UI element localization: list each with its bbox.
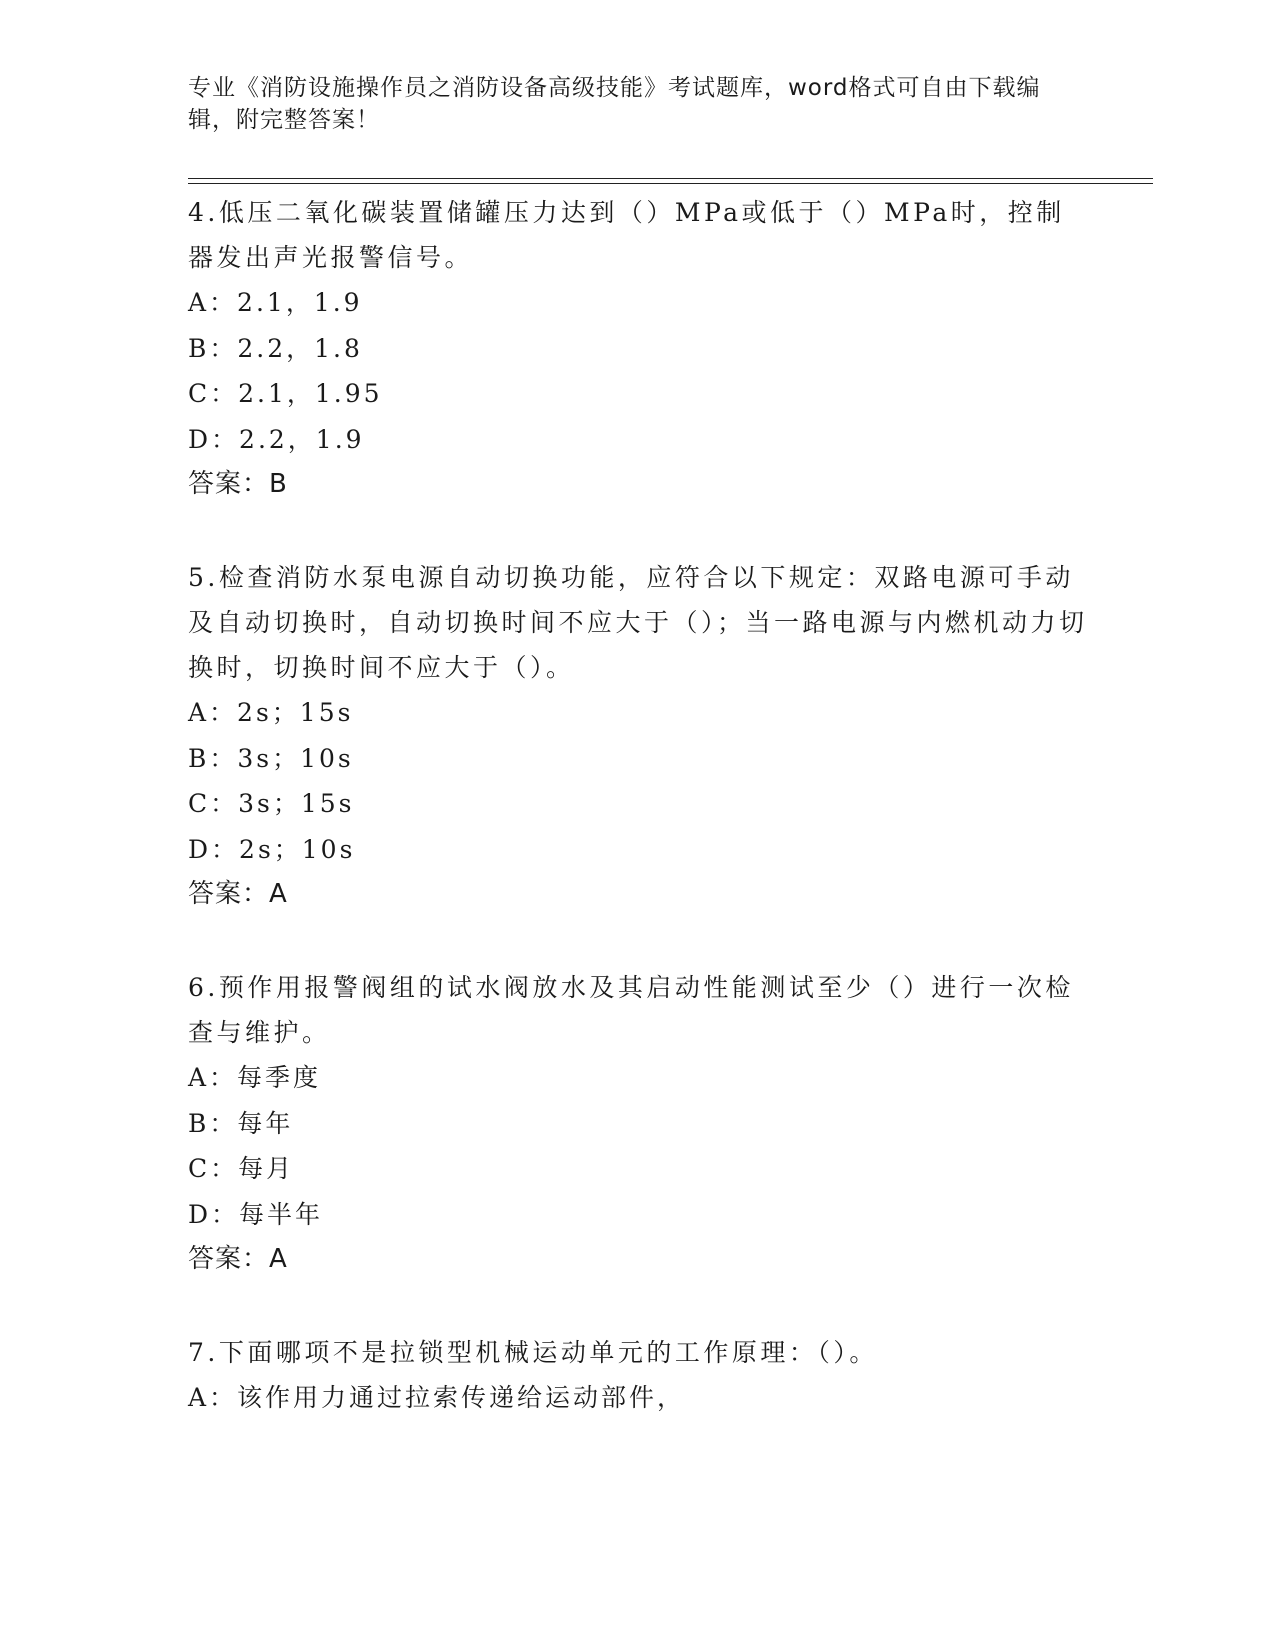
- option-b: B：3s；10s: [188, 743, 354, 773]
- question-stem: 5.检查消防水泵电源自动切换功能，应符合以下规定：双路电源可手动及自动切换时，自动切换时间不应大于（）；当一路电源与内燃机动力切换时，切换时间不应大于（）。: [188, 563, 1088, 682]
- document-header: 专业《消防设施操作员之消防设备高级技能》考试题库，word格式可自由下载编辑，附完整答案！: [188, 75, 1041, 133]
- option-a: A：2.1，1.9: [188, 288, 363, 317]
- option-b: B：每年: [188, 1108, 294, 1138]
- question-7: [188, 1328, 1088, 1421]
- option-a: A：每季度: [188, 1063, 322, 1092]
- header-divider-bottom: [188, 183, 1153, 184]
- answer-text: 答案：A: [188, 1244, 288, 1274]
- question-5: [188, 553, 1088, 917]
- option-c: C：2.1，1.95: [188, 379, 383, 408]
- option-c: C：每月: [188, 1154, 295, 1183]
- header-divider-top: [188, 178, 1153, 179]
- option-d: D：2s；10s: [188, 834, 356, 864]
- answer-text: 答案：B: [188, 469, 288, 499]
- question-stem: 6.预作用报警阀组的试水阀放水及其启动性能测试至少（）进行一次检查与维护。: [188, 973, 1074, 1047]
- option-d: D：每半年: [188, 1199, 324, 1229]
- option-b: B：2.2，1.8: [188, 333, 363, 363]
- question-stem: 7.下面哪项不是拉锁型机械运动单元的工作原理：（）。: [188, 1338, 878, 1367]
- question-list: [188, 188, 1088, 1467]
- answer-text: 答案：A: [188, 879, 288, 909]
- option-a: A：该作用力通过拉索传递给运动部件，: [188, 1383, 686, 1412]
- option-a: A：2s；15s: [188, 698, 354, 727]
- question-4: [188, 188, 1088, 507]
- option-c: C：3s；15s: [188, 789, 355, 818]
- question-stem: 4.低压二氧化碳装置储罐压力达到（）MPa或低于（）MPa时，控制器发出声光报警信号。: [188, 198, 1065, 272]
- question-6: [188, 963, 1088, 1282]
- option-d: D：2.2，1.9: [188, 424, 365, 454]
